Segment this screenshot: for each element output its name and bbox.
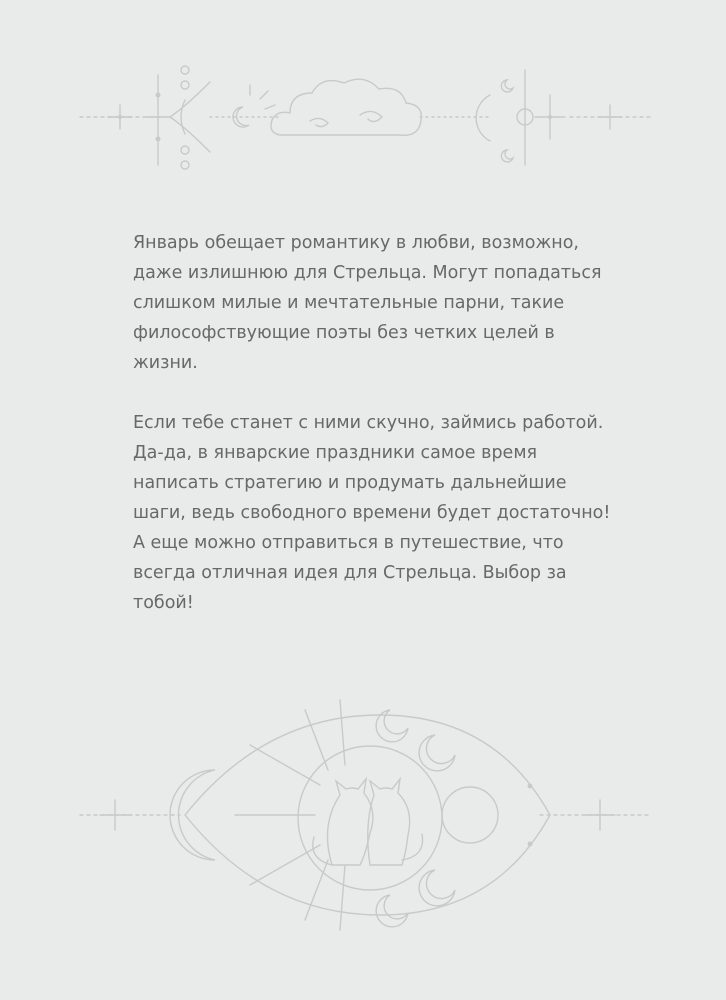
full-moon-icon: [442, 787, 498, 843]
celestial-cloud-ornament: [70, 55, 660, 195]
main-text: [133, 228, 613, 648]
crescent-moon-icon: [170, 770, 215, 860]
paragraph-2: Если тебе станет с ними скучно, займись работой. Да-да, в январские праздники самое время написать стратегию и продумать дальнейшие шаги, ведь свободного времени будет достаточно! А еще можно отправиться в путешествие, что всегда отличная идея для Стрельца. Выбор за тобой!: [133, 413, 611, 613]
star-icon: [535, 95, 565, 139]
crescent-moon-icon: [419, 735, 455, 771]
crescent-moon-icon: [376, 895, 408, 927]
moon-phases-icon: [476, 70, 533, 165]
sun-rays-icon: [235, 700, 345, 930]
crescent-moon-icon: [419, 870, 455, 906]
moon-phases-icon: [170, 66, 210, 169]
crescent-moon-icon: [233, 85, 275, 127]
star-icon: [598, 105, 622, 129]
star-icon: [585, 800, 615, 830]
star-icon: [100, 800, 130, 830]
moon-cats-ornament: [70, 690, 660, 940]
paragraph-1: Январь обещает романтику в любви, возможно, даже излишнюю для Стрельца. Могут попадаться слишком милые и мечтательные парни, такие философствующие поэты без четких целей в жизни.: [133, 233, 602, 373]
cloud-icon: [271, 79, 421, 135]
star-icon: [146, 75, 170, 165]
cats-icon: [313, 779, 423, 865]
star-icon: [108, 105, 132, 129]
